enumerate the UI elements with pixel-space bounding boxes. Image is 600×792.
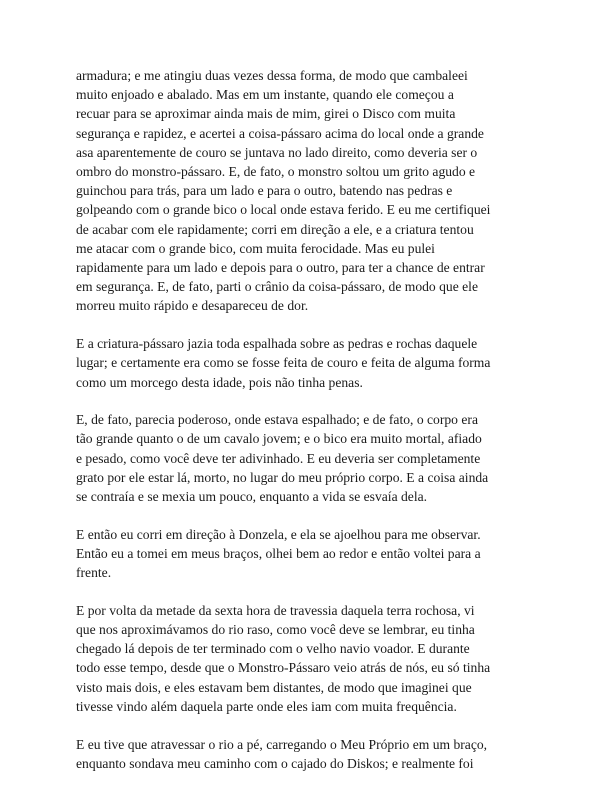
text-line: morreu muito rápido e desapareceu de dor. (76, 298, 309, 314)
text-line: guinchou para trás, para um lado e para o outro, batendo nas pedras e (76, 183, 453, 199)
paragraph-5 (76, 601, 536, 716)
paragraph-2 (76, 334, 536, 392)
text-line: tão grande quanto o de um cavalo jovem; e o bico era muito mortal, afiado (76, 431, 482, 447)
text-line: grato por ele estar lá, morto, no lugar do meu próprio corpo. E a coisa ainda (76, 469, 489, 485)
text-line: E então eu corri em direção à Donzela, e ela se ajoelhou para me observar. (76, 526, 481, 542)
text-line: E, de fato, parecia poderoso, onde estava espalhado; e de fato, o corpo era (76, 412, 478, 428)
text-line: E eu tive que atravessar o rio a pé, carregando o Meu Próprio em um braço, (76, 736, 488, 752)
text-line: rapidamente para um lado e depois para o outro, para ter a chance de entrar (76, 260, 485, 276)
text-line: visto mais dois, e eles estavam bem distantes, de modo que imaginei que (76, 679, 472, 695)
text-line: frente. (76, 565, 112, 581)
text-line: muito enjoado e abalado. Mas em um instante, quando ele começou a (76, 87, 454, 103)
text-line: lugar; e certamente era como se fosse feita de couro e feita de alguma forma (76, 355, 491, 371)
text-line: em segurança. E, de fato, parti o crânio da coisa-pássaro, de modo que ele (76, 279, 478, 295)
paragraph-6 (76, 735, 536, 773)
text-line: todo esse tempo, desde que o Monstro-Pássaro veio atrás de nós, eu só tinha (76, 660, 491, 676)
text-line: Então eu a tomei em meus braços, olhei bem ao redor e então voltei para a (76, 545, 481, 561)
text-line: E a criatura-pássaro jazia toda espalhada sobre as pedras e rochas daquele (76, 336, 478, 352)
text-line: asa aparentemente de couro se juntava no lado direito, como deveria ser o (76, 144, 478, 160)
text-line: segurança e rapidez, e acertei a coisa-pássaro acima do local onde a grande (76, 125, 484, 141)
text-line: tivesse vindo além daquela parte onde eles iam com muita frequência. (76, 698, 457, 714)
text-line: enquanto sondava meu caminho com o cajado do Diskos; e realmente foi (76, 755, 474, 771)
text-line: me atacar com o grande bico, com muita ferocidade. Mas eu pulei (76, 240, 435, 256)
text-line: armadura; e me atingiu duas vezes dessa forma, de modo que cambaleei (76, 68, 468, 83)
paragraph-4 (76, 525, 536, 583)
text-line: que nos aproximávamos do rio raso, como você deve se lembrar, eu tinha (76, 622, 475, 638)
text-line: como um morcego desta idade, pois não tinha penas. (76, 374, 363, 390)
text-line: E por volta da metade da sexta hora de travessia daquela terra rochosa, vi (76, 602, 475, 618)
text-line: golpeando com o grande bico o local onde estava ferido. E eu me certifiquei (76, 202, 491, 218)
text-line: de acabar com ele rapidamente; corri em direção a ele, e a criatura tentou (76, 221, 474, 237)
text-line: ombro do monstro-pássaro. E, de fato, o monstro soltou um grito agudo e (76, 164, 476, 180)
paragraph-1 (76, 66, 536, 316)
text-line: chegado lá depois de ter terminado com o velho navio voador. E durante (76, 641, 470, 657)
text-line: se contraía e se mexia um pouco, enquanto a vida se esvaía dela. (76, 489, 428, 505)
paragraph-3 (76, 410, 536, 506)
text-line: e pesado, como você deve ter adivinhado. E eu deveria ser completamente (76, 450, 481, 466)
body-text (76, 66, 536, 792)
text-line: recuar para se aproximar ainda mais de mim, girei o Disco com muita (76, 106, 456, 122)
